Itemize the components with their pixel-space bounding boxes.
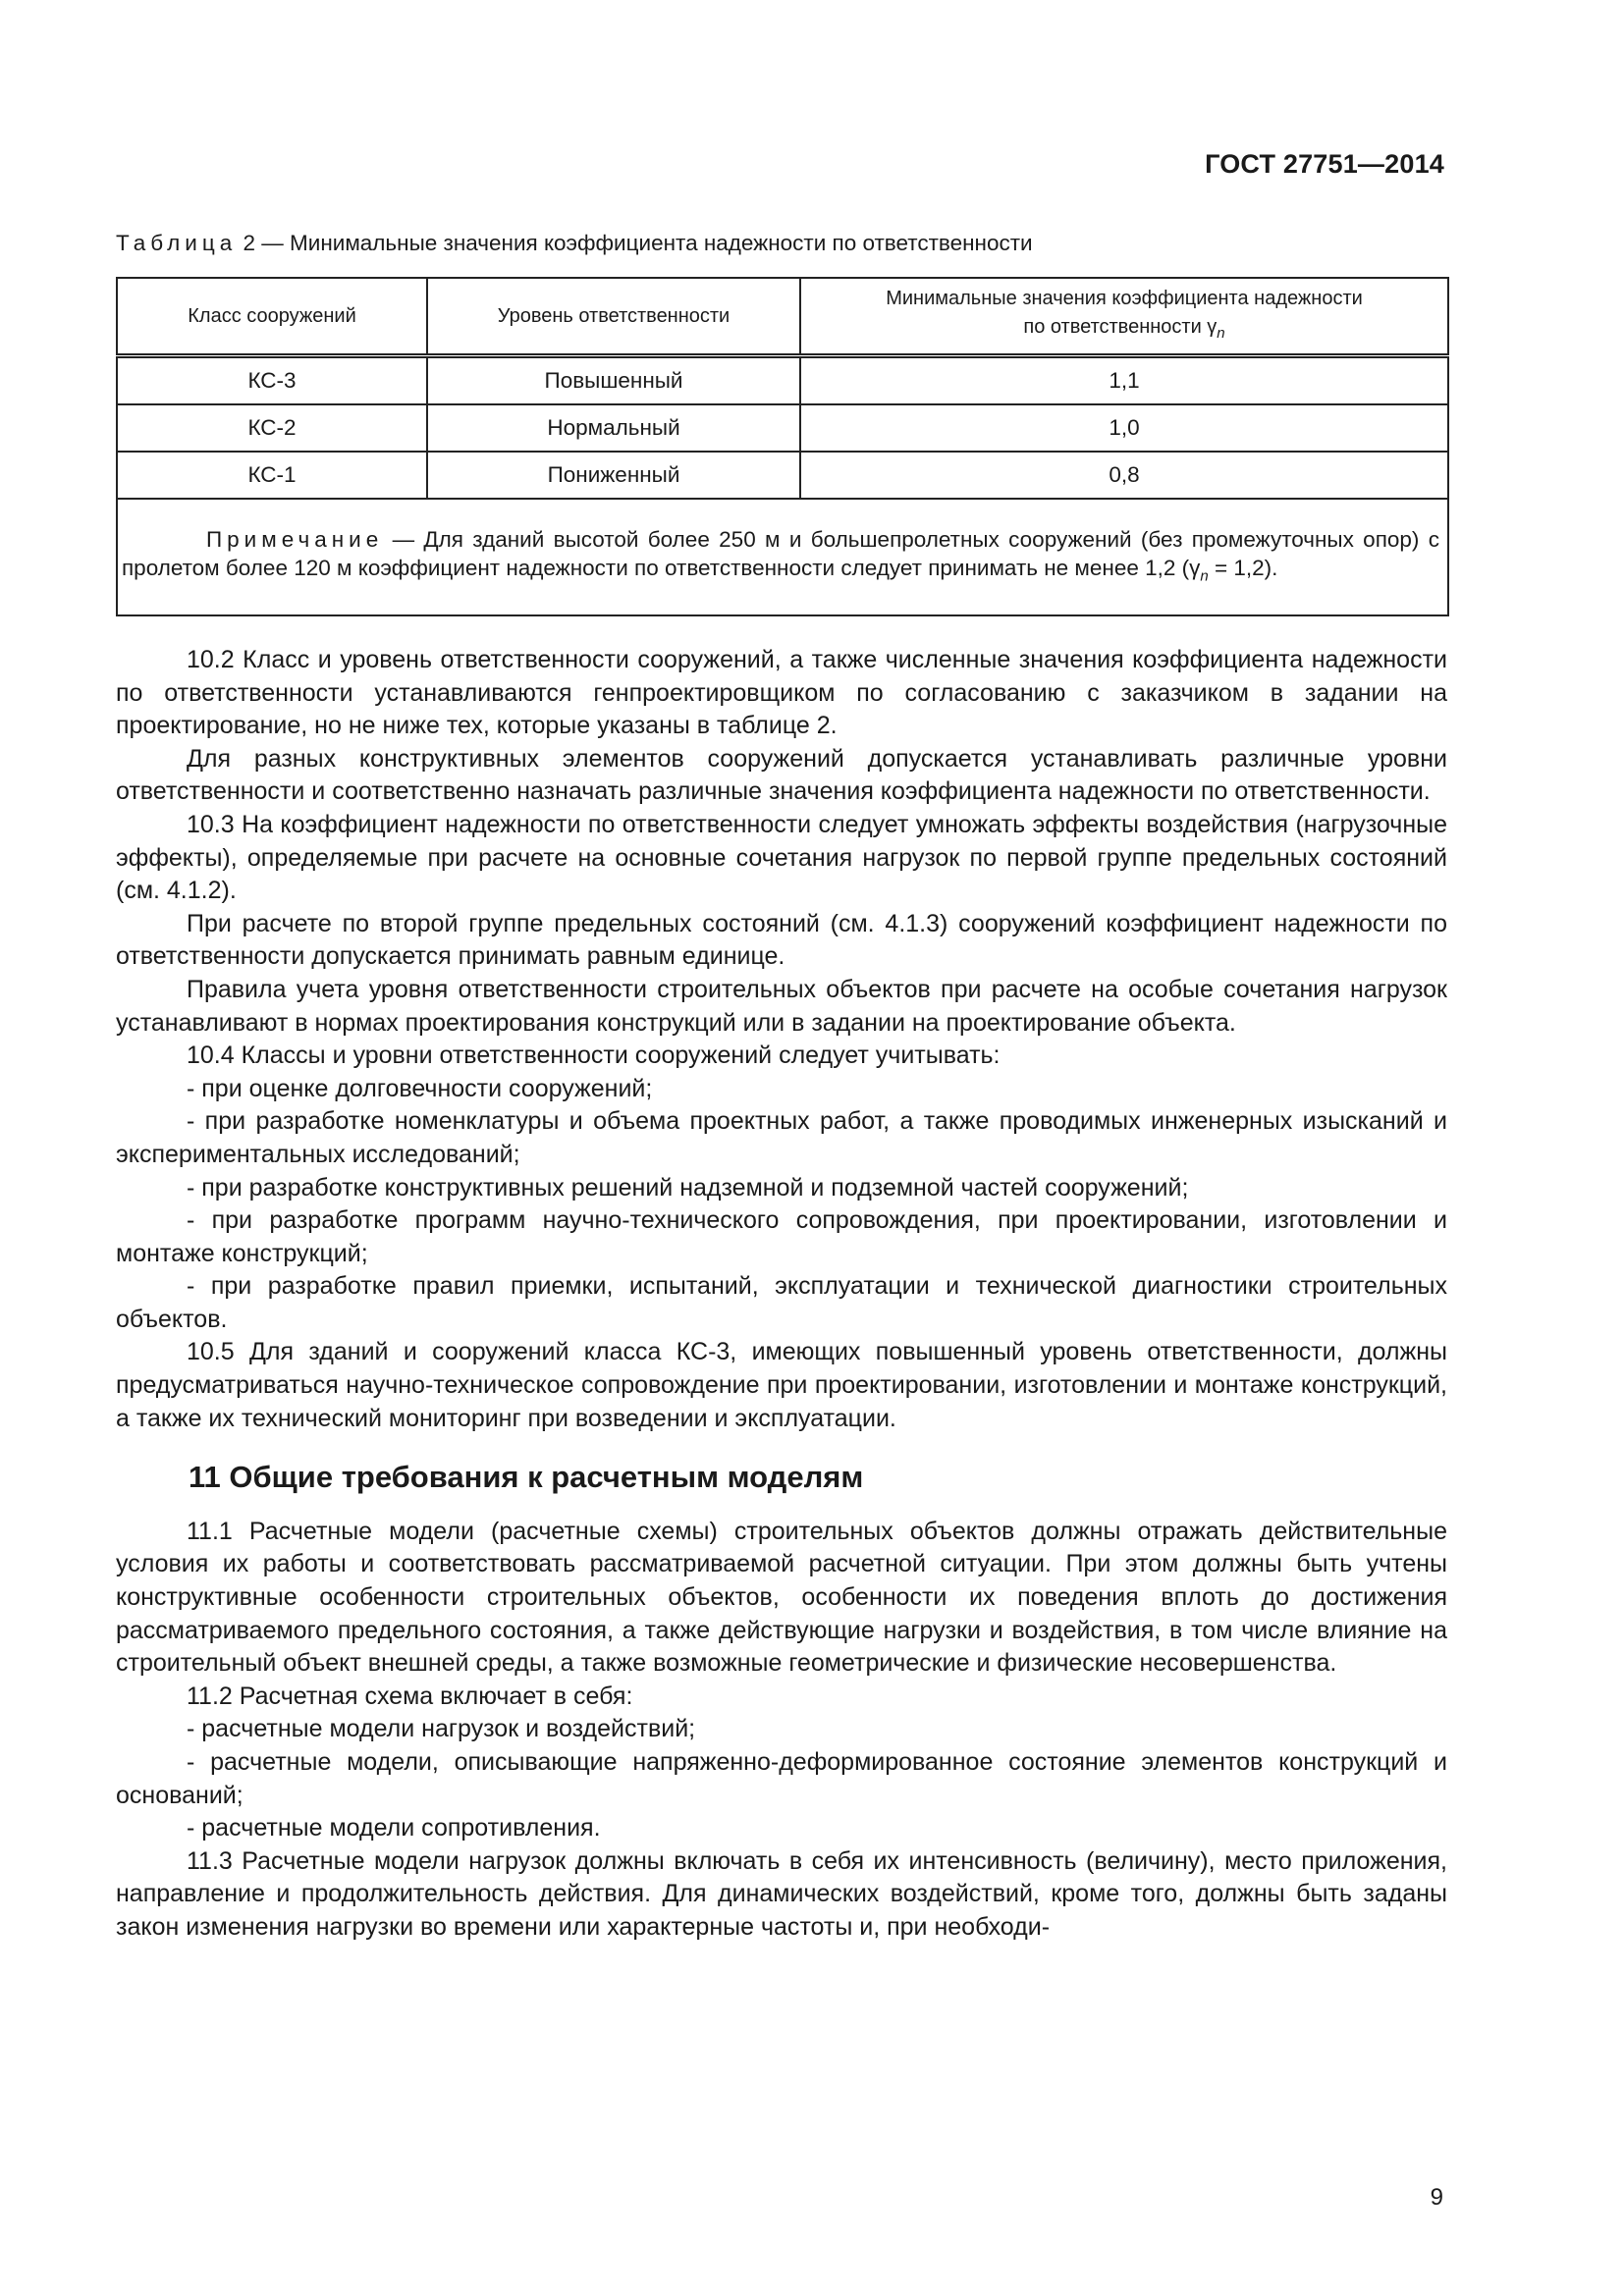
note-text: — Для зданий высотой более 250 м и большепролетных сооружений (без промежуточных опор) с пролетом более 120 м коэффициент надежности по ответственности следует принимать не менее 1,2 (γ [122,527,1439,581]
standard-header: ГОСТ 27751—2014 [1205,149,1444,179]
cell-value: 0,8 [800,452,1448,499]
paragraph: При расчете по второй группе предельных состояний (см. 4.1.3) сооружений коэффициент надежности по ответственности допускается принимать равным единице. [116,909,1447,971]
list-item: - при разработке номенклатуры и объема проектных работ, а также проводимых инженерных изысканий и экспериментальных исследований; [116,1107,1447,1168]
section-title: 11 Общие требования к расчетным моделям [189,1460,864,1495]
list-item: - расчетные модели, описывающие напряженно-деформированное состояние элементов конструкций и оснований; [116,1748,1447,1809]
header-coefficient-line1: Минимальные значения коэффициента надежности [886,288,1363,309]
table-header-row [117,278,1448,356]
cell-value: 1,1 [800,356,1448,405]
header-class: Класс сооружений [117,278,427,356]
cell-value: 1,0 [800,404,1448,452]
note-tail: = 1,2). [1208,556,1278,581]
table-caption-text: 2 — Минимальные значения коэффициента надежности по ответственности [243,231,1033,255]
note-word: Примечание [206,527,384,553]
body-text [116,644,1447,1945]
cell-class: КС-3 [117,356,427,405]
note-gamma-subscript: n [1200,567,1209,585]
page-number: 9 [1430,2184,1443,2211]
header-level: Уровень ответственности [427,278,800,356]
table-note [117,499,1448,615]
paragraph: 10.2 Класс и уровень ответственности сооружений, а также численные значения коэффициента надежности по ответственности устанавливаются генпроектировщиком по согласованию с заказчиком в задании на проектирование, но не ниже тех, которые указаны в таблице 2. [116,646,1447,740]
reliability-table [116,277,1449,616]
list-item: - расчетные модели сопротивления. [187,1814,601,1842]
cell-class: КС-1 [117,452,427,499]
cell-level: Повышенный [427,356,800,405]
header-coefficient-line2: по ответственности γ [1023,316,1218,338]
table-row [117,452,1448,499]
paragraph: 11.1 Расчетные модели (расчетные схемы) строительных объектов должны отражать действительные условия их работы и соответствовать рассматриваемой расчетной ситуации. При этом должны быть учтены конструктивные особенности строительных объектов, особенности их поведения вплоть до достижения рассматриваемого предельного состояния, а также действующие нагрузки и воздействия, в том числе влияние на строительный объект внешней среды, а также возможные геометрические и физические несовершенства. [116,1517,1447,1678]
list-item: - расчетные модели нагрузок и воздействий; [187,1715,696,1743]
paragraph: 11.2 Расчетная схема включает в себя: [187,1682,633,1710]
table-row [117,356,1448,405]
table-caption [116,231,1033,256]
cell-class: КС-2 [117,404,427,452]
list-item: - при разработке программ научно-технического сопровождения, при проектировании, изготовлении и монтаже конструкций; [116,1206,1447,1267]
list-item: - при разработке конструктивных решений надземной и подземной частей сооружений; [187,1173,1189,1201]
header-coefficient [800,278,1448,356]
paragraph: Для разных конструктивных элементов сооружений допускается устанавливать различные уровни ответственности и соответственно назначать различные значения коэффициента надежности по ответственности. [116,744,1447,806]
list-item: - при оценке долговечности сооружений; [187,1074,653,1102]
paragraph: 10.5 Для зданий и сооружений класса КС-3, имеющих повышенный уровень ответственности, должны предусматриваться научно-техническое сопровождение при проектировании, изготовлении и монтаже конструкций, а также их технический мониторинг при возведении и эксплуатации. [116,1338,1447,1432]
gamma-subscript: n [1217,325,1225,342]
cell-level: Нормальный [427,404,800,452]
table-caption-word: Таблица [116,231,238,255]
paragraph: 11.3 Расчетные модели нагрузок должны включать в себя их интенсивность (величину), место приложения, направление и продолжительность действия. Для динамических воздействий, кроме того, должны быть заданы закон изменения нагрузки во времени или характерные частоты и, при необходи- [116,1846,1447,1941]
paragraph: 10.4 Классы и уровни ответственности сооружений следует учитывать: [187,1041,1001,1070]
paragraph: Правила учета уровня ответственности строительных объектов при расчете на особые сочетания нагрузок устанавливают в нормах проектирования конструкций или в задании на проектирование объекта. [116,975,1447,1037]
cell-level: Пониженный [427,452,800,499]
table-note-row [117,499,1448,615]
list-item: - при разработке правил приемки, испытаний, эксплуатации и технической диагностики строительных объектов. [116,1272,1447,1333]
table-row [117,404,1448,452]
paragraph: 10.3 На коэффициент надежности по ответственности следует умножать эффекты воздействия (нагрузочные эффекты), определяемые при расчете на основные сочетания нагрузок по первой группе предельных состояний (см. 4.1.2). [116,810,1447,905]
